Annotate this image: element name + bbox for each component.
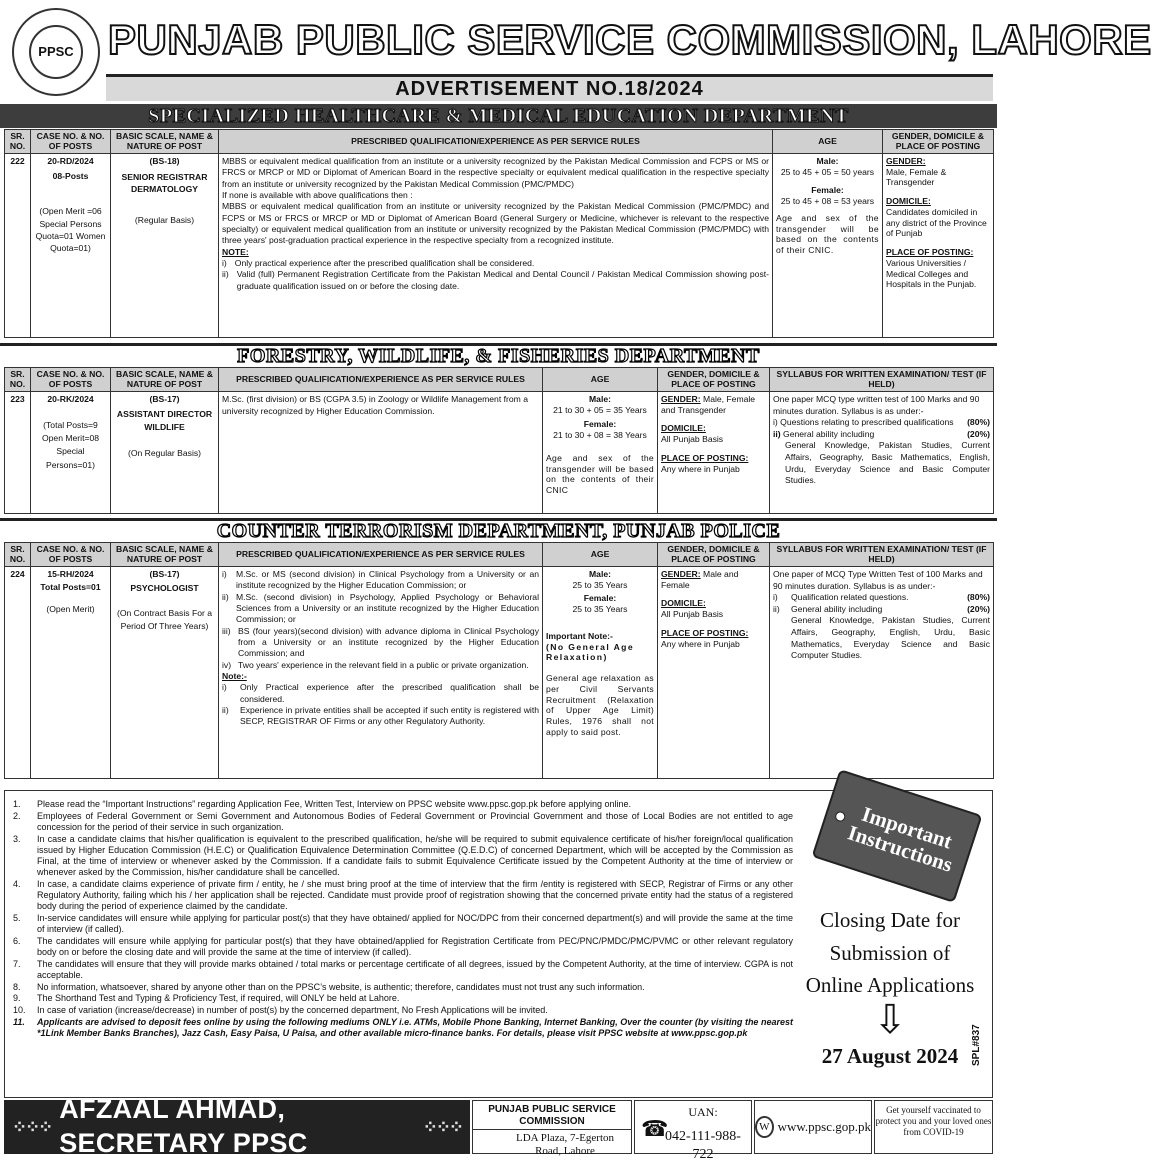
instruction-item xyxy=(13,993,793,1004)
gender-label: GENDER: xyxy=(886,156,926,166)
domicile: Candidates domiciled in any district of the Province of Punjab xyxy=(886,206,987,239)
no-of-posts: Total Posts=01 xyxy=(40,581,101,592)
syllabus-weight: (20%) xyxy=(967,603,990,614)
instruction-text: The Shorthand Test and Typing & Proficiency Test, if required, will ONLY be held at Lahore. xyxy=(37,993,400,1004)
sr-no: 224 xyxy=(5,567,31,779)
place-of-posting: Any where in Punjab xyxy=(661,638,740,649)
case-no: 15-RH/2024 xyxy=(47,569,94,579)
qualification-item: M.Sc. or MS (second division) in Clinical Psychology from a University or an institute recognized by the Higher Education Commission; or xyxy=(236,569,539,591)
page-title: PUNJAB PUBLIC SERVICE COMMISSION, LAHORE xyxy=(108,16,1152,63)
syllabus-detail: General Knowledge, Pakistan Studies, Current Affairs, Geography, Basic Mathematics, English, Urdu, Everyday Science and Basic Computer Studies. xyxy=(785,440,990,486)
posting-label: PLACE OF POSTING: xyxy=(661,452,749,463)
place-of-posting: Any where in Punjab xyxy=(661,463,740,474)
posting-label: PLACE OF POSTING: xyxy=(661,627,749,638)
note-number: ii) xyxy=(222,269,229,280)
qualification: M.Sc. (first division) or BS (CGPA 3.5) in Zoology or Wildlife Management from a university recognized by Higher Education Commission. xyxy=(219,392,543,514)
table-row xyxy=(5,392,994,514)
instruction-item xyxy=(13,982,793,993)
posting-label: PLACE OF POSTING: xyxy=(886,247,974,258)
syllabus-number: ii) xyxy=(773,603,780,614)
instruction-item xyxy=(13,959,793,981)
instruction-text: In case a candidate claims that his/her qualification is equivalent to the prescribed qualification, he/she will be required to submit equivalence certificate of his/her foreign/local qualification issued by Higher Education Commission (H.E.C) or Qualification Equivalence Determination Committee (Q.E.D.C) of concerned Department, which will be accepted by the Commission as Final, at the time of interview or whenever asked by the Commission. If a candidate fails to submit Equivalence Certificate issued by the Competent Authority at the time of interview or whenever asked by the Commission, his/her candidature shall be cancelled. xyxy=(37,833,793,877)
closing-date-box xyxy=(800,904,980,1090)
age-female-label: Female: xyxy=(811,185,844,196)
tag-hole xyxy=(834,810,847,823)
note-text: Only practical experience after the prescribed qualification shall be considered. xyxy=(234,258,535,269)
instruction-number: 5. xyxy=(13,912,21,923)
age-female: 25 to 45 + 08 = 53 years xyxy=(780,196,875,207)
post-nature: (On Contract Basis For a Period Of Three Years) xyxy=(116,608,213,631)
age-note: General age relaxation as per Civil Servants Recruitment (Relaxation of Upper Age Limit) Rules, 1976 shall not apply to said post. xyxy=(546,673,654,737)
col-age: AGE xyxy=(543,543,658,567)
col-age: AGE xyxy=(543,368,658,392)
domicile: All Punjab Basis xyxy=(661,609,724,620)
important-note-label: Important Note:- xyxy=(546,630,613,641)
qualification-item: BS (four years)(second division) with advance diploma in Clinical Psychology from a University or an institute recognized by the Higher Education Commission; and xyxy=(238,625,539,659)
table-row xyxy=(5,154,994,338)
col-scale: BASIC SCALE, NAME & NATURE OF POST xyxy=(111,368,219,392)
instruction-number: 11. xyxy=(13,1017,25,1028)
age-female-label: Female: xyxy=(583,593,617,604)
syllabus-item: General ability including xyxy=(783,428,875,439)
qualification-number: iii) xyxy=(222,625,231,636)
instruction-text: Applicants are advised to deposit fees online by using the following mediums ONLY i.e. ATMs, Mobile Phone Banking, Internet Banking, Over the counter (by visiting the nearest *1Link Member Banks Branches), Jazz Cash, Easy Paisa, U Paisa, and other available micro-finance banks. For details, please visit PPSC website at www.ppsc.gop.pk xyxy=(37,1017,793,1039)
syllabus-weight: (20%) xyxy=(967,428,990,439)
address: LDA Plaza, 7-Egerton Road, Lahore xyxy=(515,1132,615,1157)
spl-code: SPL#837 xyxy=(971,1024,982,1066)
globe-icon: W xyxy=(755,1116,774,1138)
post-name: SENIOR REGISTRAR DERMATOLOGY xyxy=(121,171,208,194)
note-text: Only Practical experience after the prescribed qualification shall be considered. xyxy=(240,682,539,704)
instruction-item xyxy=(13,936,793,958)
qualification-number: ii) xyxy=(222,591,229,602)
gender-label: GENDER: xyxy=(661,569,701,579)
table-header xyxy=(5,543,994,567)
covid-message: Get yourself vaccinated to protect you and your loved ones from COVID-19 xyxy=(875,1105,992,1137)
address-box xyxy=(472,1100,632,1157)
qualification-primary: MBBS or equivalent medical qualification from an institute or a university recognized by the Pakistan Medical Commission and FCPS or MS or FRCS or MRCP or MD or Diplomat of American Board in the respective specialty or equivalent medical qualification in the respective specialty from an institute or university recognized by the Pakistan Medical Commission (PMC/PMDC) xyxy=(222,156,769,189)
gender: Male, Female & Transgender xyxy=(886,166,947,188)
no-of-posts: 08-Posts xyxy=(52,170,89,181)
instruction-text: In case, a candidate claims experience of private firm / entity, he / she must bring proof at the time of interview that the firm /entity is registered with SECP, Registrar of Firms or any other Regulatory Authority, failing which his / her application shall be rejected. Candidate must provide proof of registration showing that the concerned private entity had the status of a registered body during the period of experience claimed by the candidate. xyxy=(37,878,793,911)
syllabus-item: Questions relating to prescribed qualifications xyxy=(780,417,954,428)
syllabus-intro: One paper of MCQ Type Written Test of 100 Marks and 90 minutes duration. Syllabus is as under:- xyxy=(773,569,983,591)
age-male-label: Male: xyxy=(589,394,611,404)
phone-icon: ☎ xyxy=(641,1116,669,1141)
col-gender: GENDER, DOMICILE & PLACE OF POSTING xyxy=(658,368,770,392)
basic-scale: (BS-17) xyxy=(149,569,180,579)
col-age: AGE xyxy=(773,130,883,154)
instruction-item xyxy=(13,1017,793,1039)
syllabus-number: i) xyxy=(773,417,778,428)
instruction-item xyxy=(13,1005,793,1016)
col-case: CASE NO. & NO. OF POSTS xyxy=(31,130,111,154)
age-male: 25 to 45 + 05 = 50 years xyxy=(780,166,875,177)
department-title-2: FORESTRY, WILDLIFE, & FISHERIES DEPARTMENT xyxy=(0,343,997,367)
instruction-text: Employees of Federal Government or Semi Government and Autonomous Bodies of Federal Government or Provincial Government and those of Local Bodies are not entitled to age concession for the period of their service in such organization. xyxy=(37,810,793,832)
post-name: PSYCHOLOGIST xyxy=(130,582,199,593)
instruction-number: 2. xyxy=(13,810,21,821)
basic-scale: (BS-18) xyxy=(149,156,180,166)
instruction-text: The candidates will ensure that they will provide marks obtained / total marks or percentage certificate of all degrees, issued by the Competent Authority, at the time of interview. CGPA is not acceptable. xyxy=(37,958,793,980)
qualification-item: Two years' experience in the relevant field in a public or private organization. xyxy=(238,659,529,670)
age-note: Age and sex of the transgender will be based on the contents of their CNIC xyxy=(546,452,654,496)
instruction-text: In-service candidates will ensure while applying for particular post(s) that they have obtained/ applied for NOC/DPC from their concerned department(s) and will provide the same at the time of interview (if called). xyxy=(37,912,793,934)
age-male-label: Male: xyxy=(816,156,839,166)
instruction-number: 9. xyxy=(13,993,21,1004)
col-gender: GENDER, DOMICILE & PLACE OF POSTING xyxy=(658,543,770,567)
syllabus-number: ii) xyxy=(773,428,781,439)
website-link[interactable]: www.ppsc.gop.pk xyxy=(777,1118,871,1134)
age-female-label: Female: xyxy=(583,419,617,430)
table-header xyxy=(5,130,994,154)
note-text: Experience in private entities shall be accepted if such entity is registered with SECP, REGISTRAR OF Firms or any other Regulatory Authority. xyxy=(240,705,539,727)
ppsc-logo xyxy=(12,8,100,96)
secretary-name: AFZAAL AHMAD, SECRETARY PPSC xyxy=(59,1094,308,1158)
website-box xyxy=(754,1100,872,1154)
qualification-alternative: MBBS or equivalent medical qualification from an institute or university recognized by the Pakistan Medical Commission (PMC/PMDC) and FCPS or MS or FRCS or MRCP or MD or Diplomat of American Board (General Surgery or Medicine, whichever is relevant to the respective specialty) or equivalent medical qualification from an institute or university recognized by the Pakistan Medical Commission (PMC/PMDC) with three years' post-graduation practical experience in the respective specialty from a recognized institute. xyxy=(222,201,769,246)
instruction-number: 6. xyxy=(13,935,21,946)
syllabus-weight: (80%) xyxy=(967,417,990,428)
age-male: 25 to 35 Years xyxy=(572,579,628,590)
posts-table-3 xyxy=(4,542,994,779)
post-nature: (Regular Basis) xyxy=(134,214,195,225)
col-sr: SR. NO. xyxy=(5,543,31,567)
posts-detail: (Open Merit =06 Special Persons Quota=01 Women Quota=01) xyxy=(35,206,106,253)
posts-detail: (Total Posts=9 Open Merit=08 Special Persons=01) xyxy=(41,419,100,470)
posts-table-2 xyxy=(4,367,994,514)
col-qualification: PRESCRIBED QUALIFICATION/EXPERIENCE AS PER SERVICE RULES xyxy=(219,543,543,567)
advertisement-number: ADVERTISEMENT NO.18/2024 xyxy=(106,74,993,101)
col-scale: BASIC SCALE, NAME & NATURE OF POST xyxy=(111,130,219,154)
header xyxy=(0,0,1152,80)
col-case: CASE NO. & NO. OF POSTS xyxy=(31,368,111,392)
sr-no: 222 xyxy=(5,154,31,338)
syllabus-number: i) xyxy=(773,592,778,603)
col-qualification: PRESCRIBED QUALIFICATION/EXPERIENCE AS PER SERVICE RULES xyxy=(219,368,543,392)
uan-label: UAN: xyxy=(688,1105,718,1119)
col-scale: BASIC SCALE, NAME & NATURE OF POST xyxy=(111,543,219,567)
col-sr: SR. NO. xyxy=(5,368,31,392)
domicile-label: DOMICILE: xyxy=(661,598,706,609)
down-arrow-icon: ⇩ xyxy=(873,996,907,1042)
uan-box xyxy=(634,1100,752,1162)
instruction-text: The candidates will ensure while applying for particular post(s) that they have obtained/applied for Registration Certificate from PEC/PNC/PMDC/PMC/PVMC or other relevant regulatory body on or before the closing date and will provide the same at the time of interview (if called). xyxy=(37,935,793,957)
instruction-item xyxy=(13,799,793,810)
age-female: 21 to 30 + 08 = 38 Years xyxy=(553,430,647,441)
basic-scale: (BS-17) xyxy=(149,394,180,404)
uan-number: 042-111-988-722 xyxy=(665,1129,741,1162)
case-no: 20-RD/2024 xyxy=(47,156,94,166)
age-male: 21 to 30 + 05 = 35 Years xyxy=(553,404,647,415)
col-syllabus: SYLLABUS FOR WRITTEN EXAMINATION/ TEST (IF HELD) xyxy=(770,543,994,567)
instruction-number: 7. xyxy=(13,958,21,969)
gender: Male, Female and Transgender xyxy=(661,394,756,415)
instruction-item xyxy=(13,811,793,833)
closing-line-1: Closing Date for xyxy=(820,908,960,932)
instruction-text: No information, whatsoever, shared by anyone other than on the PPSC’s website, is authentic; therefore, candidates must not trust any such information. xyxy=(37,981,645,992)
domicile-label: DOMICILE: xyxy=(661,423,706,434)
posts-detail: (Open Merit) xyxy=(46,604,95,615)
instructions-list xyxy=(13,799,793,1040)
instruction-number: 10. xyxy=(13,1005,26,1016)
note-number: i) xyxy=(222,682,227,693)
pattern-icon: ⁘⁘⁘ xyxy=(12,1116,52,1137)
logo-text: PPSC xyxy=(29,25,83,79)
case-no: 20-RK/2024 xyxy=(47,394,94,404)
age-note: Age and sex of the transgender will be based on the contents of their CNIC. xyxy=(776,212,879,256)
col-syllabus: SYLLABUS FOR WRITTEN EXAMINATION/ TEST (IF HELD) xyxy=(770,368,994,392)
instruction-text: Please read the “Important Instructions” regarding Application Fee, Written Test, Interview on PPSC website www.ppsc.gop.pk before applying online. xyxy=(37,799,631,809)
col-sr: SR. NO. xyxy=(5,130,31,154)
syllabus-item: General ability including xyxy=(791,603,883,614)
post-nature: (On Regular Basis) xyxy=(127,447,202,458)
domicile-label: DOMICILE: xyxy=(886,196,931,207)
instruction-number: 1. xyxy=(13,799,21,809)
table-header xyxy=(5,368,994,392)
syllabus-intro: One paper MCQ type written test of 100 Marks and 90 minutes duration. Syllabus is as under:- xyxy=(773,394,980,416)
note-label: NOTE: xyxy=(222,246,249,257)
note-number: ii) xyxy=(222,705,229,716)
footer xyxy=(0,1094,997,1162)
instruction-number: 8. xyxy=(13,981,21,992)
posts-table-1 xyxy=(4,129,994,338)
org-name: PUNJAB PUBLIC SERVICE COMMISSION xyxy=(473,1104,631,1130)
age-male-label: Male: xyxy=(589,569,611,579)
instruction-number: 4. xyxy=(13,878,21,889)
domicile: All Punjab Basis xyxy=(661,434,724,445)
qualification-item: M.Sc. (second division) in Psychology, Applied Psychology or Behavioral Sciences from a University or an institute recognized by the Higher Education Commission; or xyxy=(236,591,539,625)
department-title-1: SPECIALIZED HEALTHCARE & MEDICAL EDUCATION DEPARTMENT xyxy=(0,104,997,128)
closing-line-3: Online Applications xyxy=(805,973,975,998)
instruction-item xyxy=(13,834,793,878)
gender: Male and Female xyxy=(661,569,739,590)
col-gender: GENDER, DOMICILE & PLACE OF POSTING xyxy=(883,130,994,154)
note-number: i) xyxy=(222,258,227,269)
sr-no: 223 xyxy=(5,392,31,514)
syllabus-detail: General Knowledge, Pakistan Studies, Current Affairs, Geography, English, Urdu, Basic Mathematics, Everyday Science and Basic Computer Studies. xyxy=(791,615,990,661)
note-text: Valid (full) Permanent Registration Certificate from the Pakistan Medical and Dental Council / Pakistan Medical Commission showing post-graduate qualification issued on or before the closing date. xyxy=(236,269,769,291)
covid-box xyxy=(874,1100,993,1154)
col-case: CASE NO. & NO. OF POSTS xyxy=(31,543,111,567)
syllabus-item: Qualification related questions. xyxy=(791,592,909,603)
department-title-3: COUNTER TERRORISM DEPARTMENT, PUNJAB POLICE xyxy=(0,518,997,542)
gender-label: GENDER: xyxy=(661,394,701,404)
syllabus-weight: (80%) xyxy=(967,592,990,603)
qualification-number: i) xyxy=(222,569,227,579)
instruction-item xyxy=(13,913,793,935)
no-age-relaxation: (No General Age Relaxation) xyxy=(546,641,635,663)
qualification-alternative-intro: If none is available with above qualifications then : xyxy=(222,190,413,201)
pattern-icon: ⁘⁘⁘ xyxy=(422,1116,462,1137)
secretary-banner xyxy=(4,1094,470,1158)
important-instructions-tag: Important Instructions xyxy=(811,769,982,903)
closing-line-2: Submission of xyxy=(829,940,951,965)
qualification-number: iv) xyxy=(222,659,232,670)
place-of-posting: Various Universities / Medical Colleges and Hospitals in the Punjab. xyxy=(886,257,977,290)
closing-date: 27 August 2024 xyxy=(821,1043,959,1068)
col-qualification: PRESCRIBED QUALIFICATION/EXPERIENCE AS PER SERVICE RULES xyxy=(219,130,773,154)
age-female: 25 to 35 Years xyxy=(572,604,628,615)
instruction-item xyxy=(13,879,793,912)
instruction-text: In case of variation (increase/decrease) in number of post(s) by the concerned department, No Fresh Applications will be invited. xyxy=(37,1005,548,1016)
instruction-number: 3. xyxy=(13,833,21,844)
post-name: ASSISTANT DIRECTOR WILDLIFE xyxy=(116,408,213,432)
table-row xyxy=(5,567,994,779)
note-label: Note:- xyxy=(222,671,247,682)
